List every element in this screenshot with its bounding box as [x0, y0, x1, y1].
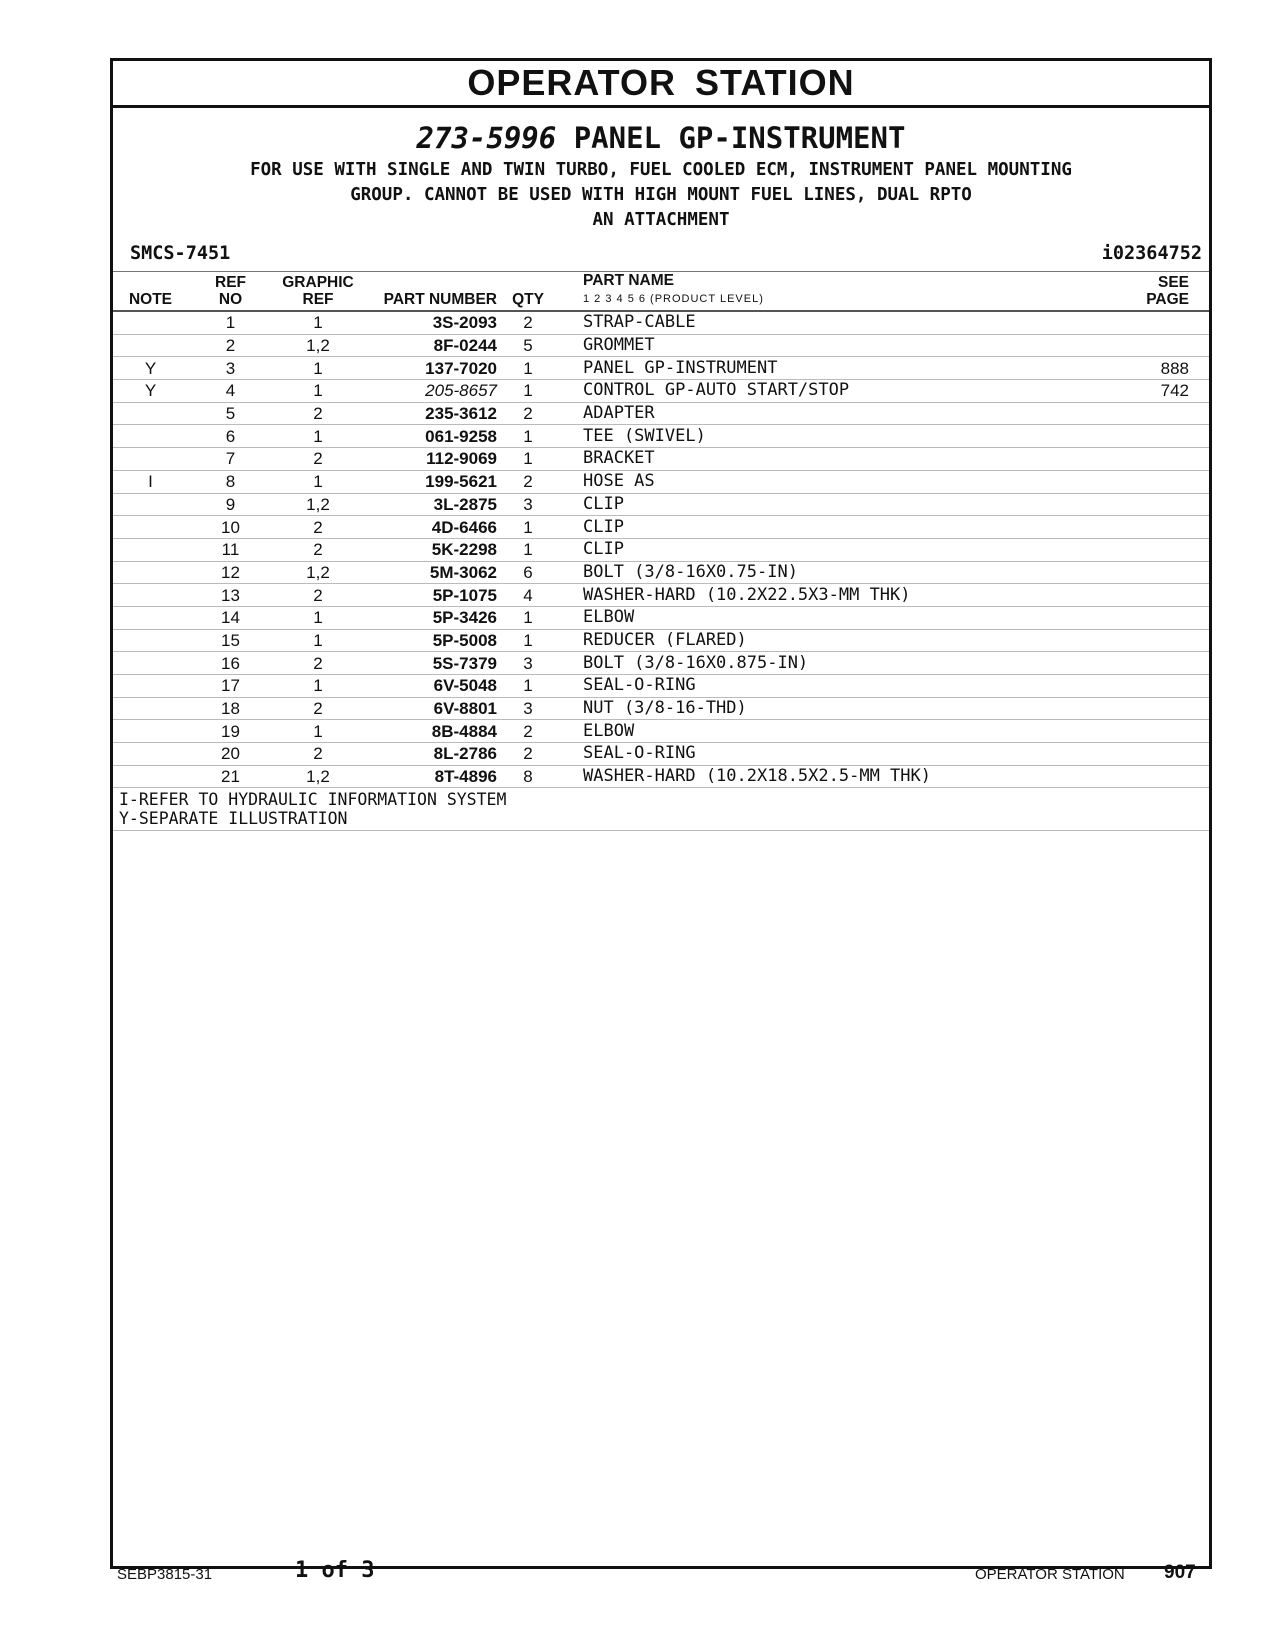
cell-part-number: 8L-2786: [363, 743, 503, 766]
cell-note: Y: [113, 380, 188, 403]
cell-part-name: ADAPTER: [553, 402, 1073, 425]
parts-table: [113, 271, 1209, 788]
col-part-number: PART NUMBER: [363, 272, 503, 312]
cell-graphic-ref: 1,2: [273, 765, 363, 788]
cell-graphic-ref: 1,2: [273, 561, 363, 584]
notes-legend: [113, 788, 1209, 831]
cell-part-number: 8T-4896: [363, 765, 503, 788]
cell-part-number: 5P-1075: [363, 584, 503, 607]
cell-part-name: GROMMET: [553, 334, 1073, 357]
cell-part-name: BOLT (3/8-16X0.75-IN): [553, 561, 1073, 584]
cell-part-number: 5P-3426: [363, 606, 503, 629]
cell-see-page: [1073, 675, 1209, 698]
cell-graphic-ref: 1: [273, 720, 363, 743]
table-row: [113, 516, 1209, 539]
cell-note: [113, 765, 188, 788]
cell-see-page: [1073, 652, 1209, 675]
cell-see-page: [1073, 448, 1209, 471]
cell-note: [113, 743, 188, 766]
cell-note: [113, 334, 188, 357]
doc-number: SEBP3815-31: [117, 1566, 213, 1583]
cell-graphic-ref: 1,2: [273, 493, 363, 516]
cell-part-number: 3S-2093: [363, 311, 503, 334]
cell-part-name: SEAL-O-RING: [553, 675, 1073, 698]
table-row: [113, 675, 1209, 698]
cell-part-name: REDUCER (FLARED): [553, 629, 1073, 652]
cell-ref-no: 3: [188, 357, 273, 380]
cell-ref-no: 14: [188, 606, 273, 629]
cell-graphic-ref: 1: [273, 675, 363, 698]
smcs-code: SMCS-7451: [130, 243, 231, 264]
cell-note: [113, 448, 188, 471]
cell-part-name: STRAP-CABLE: [553, 311, 1073, 334]
cell-part-number: 8B-4884: [363, 720, 503, 743]
cell-part-name: BRACKET: [553, 448, 1073, 471]
cell-see-page: [1073, 765, 1209, 788]
table-row: [113, 629, 1209, 652]
product-level-label: 1 2 3 4 5 6 (PRODUCT LEVEL): [583, 293, 764, 305]
col-qty: QTY: [503, 272, 553, 312]
cell-see-page: [1073, 561, 1209, 584]
cell-note: [113, 697, 188, 720]
cell-qty: 1: [503, 516, 553, 539]
cell-qty: 4: [503, 584, 553, 607]
table-row: [113, 652, 1209, 675]
cell-note: [113, 720, 188, 743]
cell-see-page: [1073, 493, 1209, 516]
cell-ref-no: 4: [188, 380, 273, 403]
cell-graphic-ref: 2: [273, 743, 363, 766]
cell-ref-no: 20: [188, 743, 273, 766]
cell-qty: 1: [503, 357, 553, 380]
cell-part-name: HOSE AS: [553, 470, 1073, 493]
cell-part-number: 3L-2875: [363, 493, 503, 516]
cell-qty: 3: [503, 493, 553, 516]
cell-qty: 1: [503, 629, 553, 652]
cell-graphic-ref: 2: [273, 448, 363, 471]
info-reference: i02364752: [1101, 243, 1202, 264]
cell-part-number: 4D-6466: [363, 516, 503, 539]
cell-note: [113, 538, 188, 561]
table-row: [113, 538, 1209, 561]
note-line: I-REFER TO HYDRAULIC INFORMATION SYSTEM: [119, 790, 507, 810]
cell-part-number: 5P-5008: [363, 629, 503, 652]
cell-note: Y: [113, 357, 188, 380]
cell-note: [113, 516, 188, 539]
page-frame: [110, 58, 1212, 1569]
cell-note: [113, 425, 188, 448]
table-row: [113, 697, 1209, 720]
cell-graphic-ref: 1: [273, 470, 363, 493]
group-description: [113, 158, 1209, 233]
cell-part-number: 235-3612: [363, 402, 503, 425]
cell-graphic-ref: 1: [273, 311, 363, 334]
id-bar: [113, 239, 1209, 269]
col-note: NOTE: [113, 272, 188, 312]
cell-part-name: TEE (SWIVEL): [553, 425, 1073, 448]
cell-qty: 1: [503, 448, 553, 471]
cell-see-page: 742: [1073, 380, 1209, 403]
cell-qty: 5: [503, 334, 553, 357]
table-row: [113, 470, 1209, 493]
cell-graphic-ref: 2: [273, 584, 363, 607]
cell-note: I: [113, 470, 188, 493]
table-row: [113, 493, 1209, 516]
cell-note: [113, 493, 188, 516]
cell-part-number: 112-9069: [363, 448, 503, 471]
cell-part-number: 6V-5048: [363, 675, 503, 698]
cell-ref-no: 10: [188, 516, 273, 539]
cell-ref-no: 13: [188, 584, 273, 607]
table-row: [113, 765, 1209, 788]
cell-qty: 2: [503, 720, 553, 743]
cell-graphic-ref: 1: [273, 380, 363, 403]
table-row: [113, 311, 1209, 334]
cell-note: [113, 311, 188, 334]
cell-see-page: [1073, 425, 1209, 448]
cell-part-number: 137-7020: [363, 357, 503, 380]
table-row: [113, 606, 1209, 629]
description-line: FOR USE WITH SINGLE AND TWIN TURBO, FUEL COOLED ECM, INSTRUMENT PANEL MOUNTING: [250, 160, 1072, 180]
cell-qty: 1: [503, 606, 553, 629]
table-row: [113, 357, 1209, 380]
cell-ref-no: 5: [188, 402, 273, 425]
cell-ref-no: 12: [188, 561, 273, 584]
cell-part-name: PANEL GP-INSTRUMENT: [553, 357, 1073, 380]
cell-note: [113, 652, 188, 675]
cell-part-number: 8F-0244: [363, 334, 503, 357]
cell-see-page: [1073, 697, 1209, 720]
cell-ref-no: 2: [188, 334, 273, 357]
cell-part-name: CLIP: [553, 538, 1073, 561]
cell-qty: 1: [503, 538, 553, 561]
cell-qty: 3: [503, 652, 553, 675]
cell-part-number: 5M-3062: [363, 561, 503, 584]
description-line: GROUP. CANNOT BE USED WITH HIGH MOUNT FUEL LINES, DUAL RPTO: [350, 185, 972, 205]
cell-qty: 1: [503, 425, 553, 448]
cell-see-page: [1073, 334, 1209, 357]
cell-ref-no: 1: [188, 311, 273, 334]
cell-qty: 2: [503, 311, 553, 334]
cell-see-page: [1073, 311, 1209, 334]
cell-qty: 2: [503, 743, 553, 766]
cell-graphic-ref: 2: [273, 652, 363, 675]
cell-part-name: WASHER-HARD (10.2X22.5X3-MM THK): [553, 584, 1073, 607]
cell-graphic-ref: 1: [273, 629, 363, 652]
table-header-row: [113, 272, 1209, 312]
cell-graphic-ref: 1: [273, 606, 363, 629]
cell-note: [113, 561, 188, 584]
table-row: [113, 380, 1209, 403]
cell-see-page: [1073, 743, 1209, 766]
cell-part-number: 5K-2298: [363, 538, 503, 561]
cell-qty: 8: [503, 765, 553, 788]
table-row: [113, 720, 1209, 743]
description-line: AN ATTACHMENT: [592, 210, 730, 230]
page-of: 1 of 3: [295, 1558, 375, 1583]
cell-see-page: [1073, 720, 1209, 743]
cell-part-number: 205-8657: [363, 380, 503, 403]
group-part-number: 273-5996: [416, 121, 557, 155]
table-row: [113, 334, 1209, 357]
cell-part-number: 061-9258: [363, 425, 503, 448]
cell-part-name: ELBOW: [553, 606, 1073, 629]
cell-graphic-ref: 2: [273, 516, 363, 539]
col-graphic-ref: GRAPHIC REF: [273, 272, 363, 312]
table-row: [113, 584, 1209, 607]
cell-see-page: [1073, 584, 1209, 607]
cell-graphic-ref: 1: [273, 425, 363, 448]
page-number: 907: [1164, 1562, 1196, 1583]
cell-part-number: 199-5621: [363, 470, 503, 493]
cell-part-number: 6V-8801: [363, 697, 503, 720]
cell-part-name: ELBOW: [553, 720, 1073, 743]
cell-note: [113, 606, 188, 629]
cell-ref-no: 8: [188, 470, 273, 493]
cell-note: [113, 629, 188, 652]
footer-section: OPERATOR STATION: [975, 1566, 1125, 1583]
table-row: [113, 743, 1209, 766]
cell-note: [113, 584, 188, 607]
cell-part-name: CLIP: [553, 516, 1073, 539]
cell-qty: 2: [503, 402, 553, 425]
table-row: [113, 561, 1209, 584]
col-ref-no: REF NO: [188, 272, 273, 312]
cell-graphic-ref: 2: [273, 402, 363, 425]
cell-ref-no: 11: [188, 538, 273, 561]
group-heading: [113, 120, 1209, 233]
cell-see-page: [1073, 538, 1209, 561]
cell-qty: 1: [503, 380, 553, 403]
cell-part-number: 5S-7379: [363, 652, 503, 675]
cell-ref-no: 7: [188, 448, 273, 471]
cell-see-page: [1073, 516, 1209, 539]
cell-see-page: [1073, 470, 1209, 493]
cell-note: [113, 402, 188, 425]
cell-ref-no: 9: [188, 493, 273, 516]
col-part-name: PART NAME 1 2 3 4 5 6 (PRODUCT LEVEL): [553, 272, 1073, 312]
cell-ref-no: 16: [188, 652, 273, 675]
note-line: Y-SEPARATE ILLUSTRATION: [119, 809, 348, 829]
cell-see-page: [1073, 402, 1209, 425]
cell-qty: 1: [503, 675, 553, 698]
cell-graphic-ref: 2: [273, 538, 363, 561]
cell-part-name: NUT (3/8-16-THD): [553, 697, 1073, 720]
page-footer: [0, 1556, 1275, 1586]
cell-qty: 6: [503, 561, 553, 584]
group-part-name: PANEL GP-INSTRUMENT: [573, 121, 906, 155]
section-title: OPERATOR STATION: [113, 61, 1209, 108]
cell-ref-no: 21: [188, 765, 273, 788]
cell-part-name: WASHER-HARD (10.2X18.5X2.5-MM THK): [553, 765, 1073, 788]
cell-qty: 2: [503, 470, 553, 493]
cell-graphic-ref: 1,2: [273, 334, 363, 357]
group-title: [113, 120, 1209, 156]
cell-see-page: [1073, 606, 1209, 629]
cell-graphic-ref: 1: [273, 357, 363, 380]
cell-ref-no: 18: [188, 697, 273, 720]
table-row: [113, 448, 1209, 471]
cell-part-name: CONTROL GP-AUTO START/STOP: [553, 380, 1073, 403]
cell-ref-no: 15: [188, 629, 273, 652]
cell-part-name: SEAL-O-RING: [553, 743, 1073, 766]
table-row: [113, 425, 1209, 448]
cell-ref-no: 6: [188, 425, 273, 448]
parts-table-body: [113, 311, 1209, 788]
table-row: [113, 402, 1209, 425]
cell-part-name: BOLT (3/8-16X0.875-IN): [553, 652, 1073, 675]
cell-see-page: 888: [1073, 357, 1209, 380]
col-see-page: SEE PAGE: [1073, 272, 1209, 312]
cell-see-page: [1073, 629, 1209, 652]
cell-ref-no: 17: [188, 675, 273, 698]
cell-part-name: CLIP: [553, 493, 1073, 516]
cell-note: [113, 675, 188, 698]
cell-qty: 3: [503, 697, 553, 720]
cell-ref-no: 19: [188, 720, 273, 743]
cell-graphic-ref: 2: [273, 697, 363, 720]
